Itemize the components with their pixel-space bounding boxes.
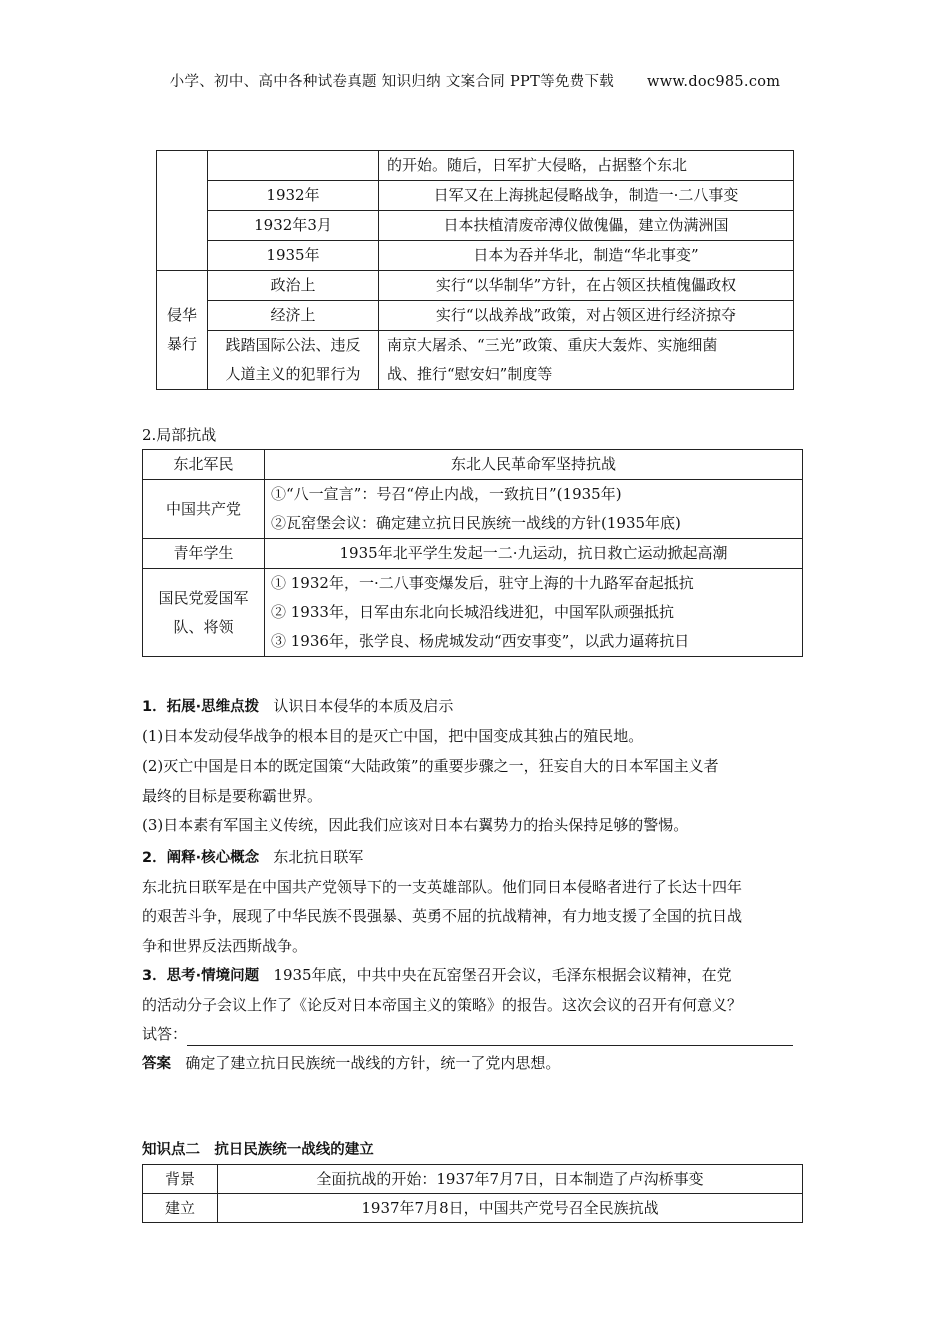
united-front-table xyxy=(142,1164,803,1223)
answer-line xyxy=(142,1051,812,1076)
cell-line: 南京大屠杀、“三光”政策、重庆大轰炸、实施细菌 xyxy=(387,336,718,354)
table-cell: 建立 xyxy=(143,1194,218,1223)
table-cell: 1932年3月 xyxy=(208,211,379,241)
section-title: 2.局部抗战 xyxy=(142,426,217,444)
note-title: 认识日本侵华的本质及启示 xyxy=(273,697,454,715)
group-label-line: 暴行 xyxy=(166,335,197,353)
paragraph-line: 的活动分子会议上作了《论反对日本帝国主义的策略》的报告。这次会议的召开有何意义？ xyxy=(142,996,743,1014)
table-row xyxy=(143,1194,803,1223)
table-cell xyxy=(208,331,379,390)
table-cell xyxy=(265,569,803,657)
cell-line: 践踏国际公法、违反 xyxy=(225,336,361,354)
table-cell: 青年学生 xyxy=(143,539,265,569)
table-cell: 东北军民 xyxy=(143,450,265,480)
table-row xyxy=(143,1165,803,1194)
table-row xyxy=(157,211,794,241)
note-heading xyxy=(142,963,812,988)
cell-line: 队、将领 xyxy=(173,617,234,636)
table-row xyxy=(157,181,794,211)
note-heading xyxy=(142,845,812,870)
answer-blank[interactable] xyxy=(187,1029,793,1046)
table-cell xyxy=(143,569,265,657)
table-row xyxy=(143,569,803,657)
table-cell: 实行“以华制华”方针，在占领区扶植傀儡政权 xyxy=(379,271,794,301)
table-cell: 日本为吞并华北，制造“华北事变” xyxy=(379,241,794,271)
paragraph-line: 东北抗日联军是在中国共产党领导下的一支英雄部队。他们同日本侵略者进行了长达十四年 xyxy=(142,878,743,896)
note-text: 1935年底，中共中央在瓦窑堡召开会议，毛泽东根据会议精神，在党 xyxy=(273,966,732,984)
table-row xyxy=(157,271,794,301)
table-cell xyxy=(379,331,794,390)
cell-line: 战、推行“慰安妇”制度等 xyxy=(387,365,553,383)
table-cell: 中国共产党 xyxy=(143,480,265,539)
paragraph-line: (2)灭亡中国是日本的既定国策“大陆政策”的重要步骤之一，狂妄自大的日本军国主义者 xyxy=(142,757,719,775)
note-label: 2．阐释·核心概念 xyxy=(142,850,260,866)
page-header xyxy=(0,70,950,91)
paragraph-line: 最终的目标是要称霸世界。 xyxy=(142,787,323,805)
cell-line: ① 1932年，一·二八事变爆发后，驻守上海的十九路军奋起抵抗 xyxy=(271,574,694,592)
table-cell-blank xyxy=(157,151,208,271)
table-cell: 实行“以战养战”政策，对占领区进行经济掠夺 xyxy=(379,301,794,331)
table-row xyxy=(157,301,794,331)
table-cell: 1937年7月8日，中国共产党号召全民族抗战 xyxy=(218,1194,803,1223)
resistance-table xyxy=(142,449,803,657)
aggression-table xyxy=(156,150,794,390)
note-heading xyxy=(142,694,812,719)
note-label: 3．思考·情境问题 xyxy=(142,968,260,984)
table-cell: 日军又在上海挑起侵略战争，制造一·二八事变 xyxy=(379,181,794,211)
table-row xyxy=(157,331,794,390)
cell-line: ③ 1936年，张学良、杨虎城发动“西安事变”，以武力逼蒋抗日 xyxy=(271,632,690,650)
cell-line: 人道主义的犯罪行为 xyxy=(225,365,361,383)
try-label: 试答： xyxy=(142,1025,188,1043)
paragraph-line: (1)日本发动侵华战争的根本目的是灭亡中国，把中国变成其独占的殖民地。 xyxy=(142,727,644,745)
group-label-line: 侵华 xyxy=(166,306,197,324)
note-title: 东北抗日联军 xyxy=(273,848,364,866)
table-cell: 日本扶植清废帝溥仪做傀儡，建立伪满洲国 xyxy=(379,211,794,241)
table-cell: 全面抗战的开始：1937年7月7日，日本制造了卢沟桥事变 xyxy=(218,1165,803,1194)
table-row xyxy=(157,151,794,181)
table-cell: 1932年 xyxy=(208,181,379,211)
kp-label: 知识点二 xyxy=(142,1142,200,1158)
paragraph-line: 的艰苦斗争，展现了中华民族不畏强暴、英勇不屈的抗战精神，有力地支援了全国的抗日战 xyxy=(142,907,743,925)
table-row xyxy=(157,241,794,271)
table-cell: 1935年 xyxy=(208,241,379,271)
table-cell-blank xyxy=(208,151,379,181)
table-row xyxy=(143,539,803,569)
header-text: 小学、初中、高中各种试卷真题 知识归纳 文案合同 PPT等免费下载 xyxy=(169,74,615,90)
cell-line: ①“八一宣言”：号召“停止内战，一致抗日”(1935年) xyxy=(271,485,622,503)
kp-title: 抗日民族统一战线的建立 xyxy=(214,1142,374,1158)
header-site: www.doc985.com xyxy=(647,74,781,90)
note-label: 1．拓展·思维点拨 xyxy=(142,699,260,715)
section-heading xyxy=(142,1137,812,1162)
table-cell: 背景 xyxy=(143,1165,218,1194)
table-cell: 的开始。随后，日军扩大侵略，占据整个东北 xyxy=(379,151,794,181)
answer-text: 确定了建立抗日民族统一战线的方针，统一了党内思想。 xyxy=(185,1054,561,1072)
group-label xyxy=(157,271,208,390)
paragraph-line: 争和世界反法西斯战争。 xyxy=(142,937,308,955)
table-cell xyxy=(265,480,803,539)
table-row xyxy=(143,450,803,480)
table-row xyxy=(143,480,803,539)
table-cell: 东北人民革命军坚持抗战 xyxy=(265,450,803,480)
cell-line: ②瓦窑堡会议：确定建立抗日民族统一战线的方针(1935年底) xyxy=(271,514,681,532)
answer-blank-line xyxy=(142,1022,812,1046)
table-cell: 1935年北平学生发起一二·九运动，抗日救亡运动掀起高潮 xyxy=(265,539,803,569)
answer-label: 答案 xyxy=(142,1056,171,1072)
table-cell: 经济上 xyxy=(208,301,379,331)
cell-line: 国民党爱国军 xyxy=(158,588,249,607)
cell-line: ② 1933年，日军由东北向长城沿线进犯，中国军队顽强抵抗 xyxy=(271,603,674,621)
paragraph-line: (3)日本素有军国主义传统，因此我们应该对日本右翼势力的抬头保持足够的警惕。 xyxy=(142,816,689,834)
table-cell: 政治上 xyxy=(208,271,379,301)
